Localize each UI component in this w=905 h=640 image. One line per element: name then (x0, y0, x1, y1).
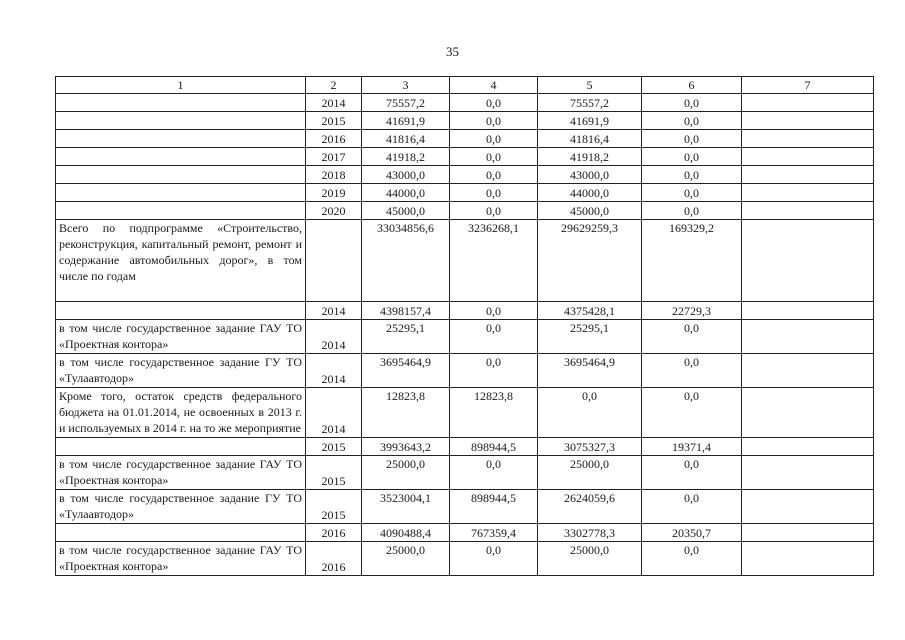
cell-federal: 0,0 (450, 302, 538, 320)
cell-other: 0,0 (642, 112, 742, 130)
cell-total: 41691,9 (362, 112, 450, 130)
table-row (56, 184, 874, 202)
row-year: 2015 (306, 438, 362, 456)
cell-total: 44000,0 (362, 184, 450, 202)
cell-notes (742, 320, 874, 354)
budget-table (55, 76, 874, 576)
cell-other: 0,0 (642, 94, 742, 112)
cell-notes (742, 302, 874, 320)
cell-regional: 43000,0 (538, 166, 642, 184)
cell-regional: 25295,1 (538, 320, 642, 354)
row-label: Кроме того, остаток средств федерального бюджета на 01.01.2014, не освоенных в 2013 г. и используемых в 2014 г. на то же мероприятие (56, 388, 306, 438)
cell-regional: 4375428,1 (538, 302, 642, 320)
cell-total: 41816,4 (362, 130, 450, 148)
table-row (56, 354, 874, 388)
cell-other: 0,0 (642, 456, 742, 490)
cell-total: 25295,1 (362, 320, 450, 354)
cell-regional: 25000,0 (538, 456, 642, 490)
row-year: 2015 (306, 112, 362, 130)
row-label (56, 524, 306, 542)
table-row (56, 148, 874, 166)
row-label (56, 94, 306, 112)
row-label (56, 130, 306, 148)
row-label (56, 302, 306, 320)
row-label (56, 166, 306, 184)
cell-regional: 75557,2 (538, 94, 642, 112)
table-row (56, 524, 874, 542)
column-header: 5 (538, 77, 642, 94)
row-year: 2015 (306, 490, 362, 524)
column-header: 3 (362, 77, 450, 94)
cell-other: 0,0 (642, 388, 742, 438)
row-label: в том числе государственное задание ГУ ТО «Тулаавтодор» (56, 490, 306, 524)
column-header: 6 (642, 77, 742, 94)
cell-federal: 0,0 (450, 542, 538, 576)
row-year: 2014 (306, 320, 362, 354)
table-row (56, 320, 874, 354)
cell-regional: 41816,4 (538, 130, 642, 148)
row-label (56, 438, 306, 456)
cell-federal: 0,0 (450, 166, 538, 184)
cell-total: 3993643,2 (362, 438, 450, 456)
table-row (56, 490, 874, 524)
row-year: 2018 (306, 166, 362, 184)
cell-notes (742, 166, 874, 184)
cell-total: 4398157,4 (362, 302, 450, 320)
cell-notes (742, 524, 874, 542)
cell-total: 45000,0 (362, 202, 450, 220)
cell-regional: 41918,2 (538, 148, 642, 166)
column-header: 1 (56, 77, 306, 94)
row-label: Всего по подпрограмме «Строительство, реконструкция, капитальный ремонт, ремонт и содержание автомобильных дорог», в том числе по годам (56, 220, 306, 302)
cell-federal: 0,0 (450, 202, 538, 220)
cell-total: 33034856,6 (362, 220, 450, 302)
cell-federal: 0,0 (450, 184, 538, 202)
row-label: в том числе государственное задание ГУ ТО «Тулаавтодор» (56, 354, 306, 388)
cell-other: 0,0 (642, 320, 742, 354)
cell-regional: 3075327,3 (538, 438, 642, 456)
row-label (56, 148, 306, 166)
table-row (56, 220, 874, 302)
column-header: 4 (450, 77, 538, 94)
row-year: 2017 (306, 148, 362, 166)
cell-other: 20350,7 (642, 524, 742, 542)
column-header: 7 (742, 77, 874, 94)
cell-federal: 0,0 (450, 456, 538, 490)
cell-federal: 3236268,1 (450, 220, 538, 302)
column-header: 2 (306, 77, 362, 94)
cell-federal: 898944,5 (450, 438, 538, 456)
cell-other: 0,0 (642, 130, 742, 148)
cell-notes (742, 94, 874, 112)
row-year: 2014 (306, 354, 362, 388)
cell-total: 43000,0 (362, 166, 450, 184)
cell-notes (742, 202, 874, 220)
cell-other: 0,0 (642, 166, 742, 184)
row-year: 2016 (306, 524, 362, 542)
cell-regional: 3695464,9 (538, 354, 642, 388)
cell-other: 0,0 (642, 542, 742, 576)
cell-notes (742, 220, 874, 302)
cell-federal: 12823,8 (450, 388, 538, 438)
table-row (56, 166, 874, 184)
cell-regional: 29629259,3 (538, 220, 642, 302)
table-row (56, 456, 874, 490)
cell-regional: 44000,0 (538, 184, 642, 202)
row-year: 2014 (306, 388, 362, 438)
cell-total: 75557,2 (362, 94, 450, 112)
table-row (56, 542, 874, 576)
cell-total: 12823,8 (362, 388, 450, 438)
table-row (56, 388, 874, 438)
cell-total: 25000,0 (362, 542, 450, 576)
row-label: в том числе государственное задание ГАУ ТО «Проектная контора» (56, 320, 306, 354)
cell-federal: 0,0 (450, 130, 538, 148)
cell-total: 3695464,9 (362, 354, 450, 388)
cell-other: 0,0 (642, 184, 742, 202)
cell-regional: 45000,0 (538, 202, 642, 220)
cell-federal: 898944,5 (450, 490, 538, 524)
cell-regional: 2624059,6 (538, 490, 642, 524)
cell-federal: 0,0 (450, 320, 538, 354)
row-year: 2016 (306, 130, 362, 148)
row-year: 2016 (306, 542, 362, 576)
cell-notes (742, 456, 874, 490)
table-row (56, 94, 874, 112)
cell-total: 25000,0 (362, 456, 450, 490)
table-row (56, 112, 874, 130)
table-row (56, 438, 874, 456)
row-label: в том числе государственное задание ГАУ ТО «Проектная контора» (56, 542, 306, 576)
cell-federal: 0,0 (450, 94, 538, 112)
cell-other: 0,0 (642, 202, 742, 220)
cell-total: 3523004,1 (362, 490, 450, 524)
cell-other: 0,0 (642, 354, 742, 388)
cell-total: 4090488,4 (362, 524, 450, 542)
row-year (306, 220, 362, 302)
table-row (56, 130, 874, 148)
cell-regional: 41691,9 (538, 112, 642, 130)
cell-regional: 0,0 (538, 388, 642, 438)
cell-regional: 3302778,3 (538, 524, 642, 542)
cell-notes (742, 490, 874, 524)
row-year: 2019 (306, 184, 362, 202)
cell-total: 41918,2 (362, 148, 450, 166)
row-year: 2015 (306, 456, 362, 490)
cell-federal: 0,0 (450, 354, 538, 388)
cell-regional: 25000,0 (538, 542, 642, 576)
cell-other: 19371,4 (642, 438, 742, 456)
table-row (56, 202, 874, 220)
row-year: 2014 (306, 94, 362, 112)
cell-other: 22729,3 (642, 302, 742, 320)
cell-other: 169329,2 (642, 220, 742, 302)
cell-notes (742, 148, 874, 166)
row-label: в том числе государственное задание ГАУ ТО «Проектная контора» (56, 456, 306, 490)
cell-notes (742, 542, 874, 576)
cell-notes (742, 354, 874, 388)
row-label (56, 202, 306, 220)
row-label (56, 184, 306, 202)
cell-notes (742, 184, 874, 202)
cell-notes (742, 130, 874, 148)
row-label (56, 112, 306, 130)
cell-federal: 0,0 (450, 148, 538, 166)
cell-notes (742, 388, 874, 438)
cell-notes (742, 438, 874, 456)
table-row (56, 302, 874, 320)
cell-other: 0,0 (642, 490, 742, 524)
row-year: 2020 (306, 202, 362, 220)
cell-federal: 767359,4 (450, 524, 538, 542)
table-header-row (56, 77, 874, 94)
cell-federal: 0,0 (450, 112, 538, 130)
cell-other: 0,0 (642, 148, 742, 166)
row-year: 2014 (306, 302, 362, 320)
cell-notes (742, 112, 874, 130)
page-number: 35 (446, 44, 459, 59)
